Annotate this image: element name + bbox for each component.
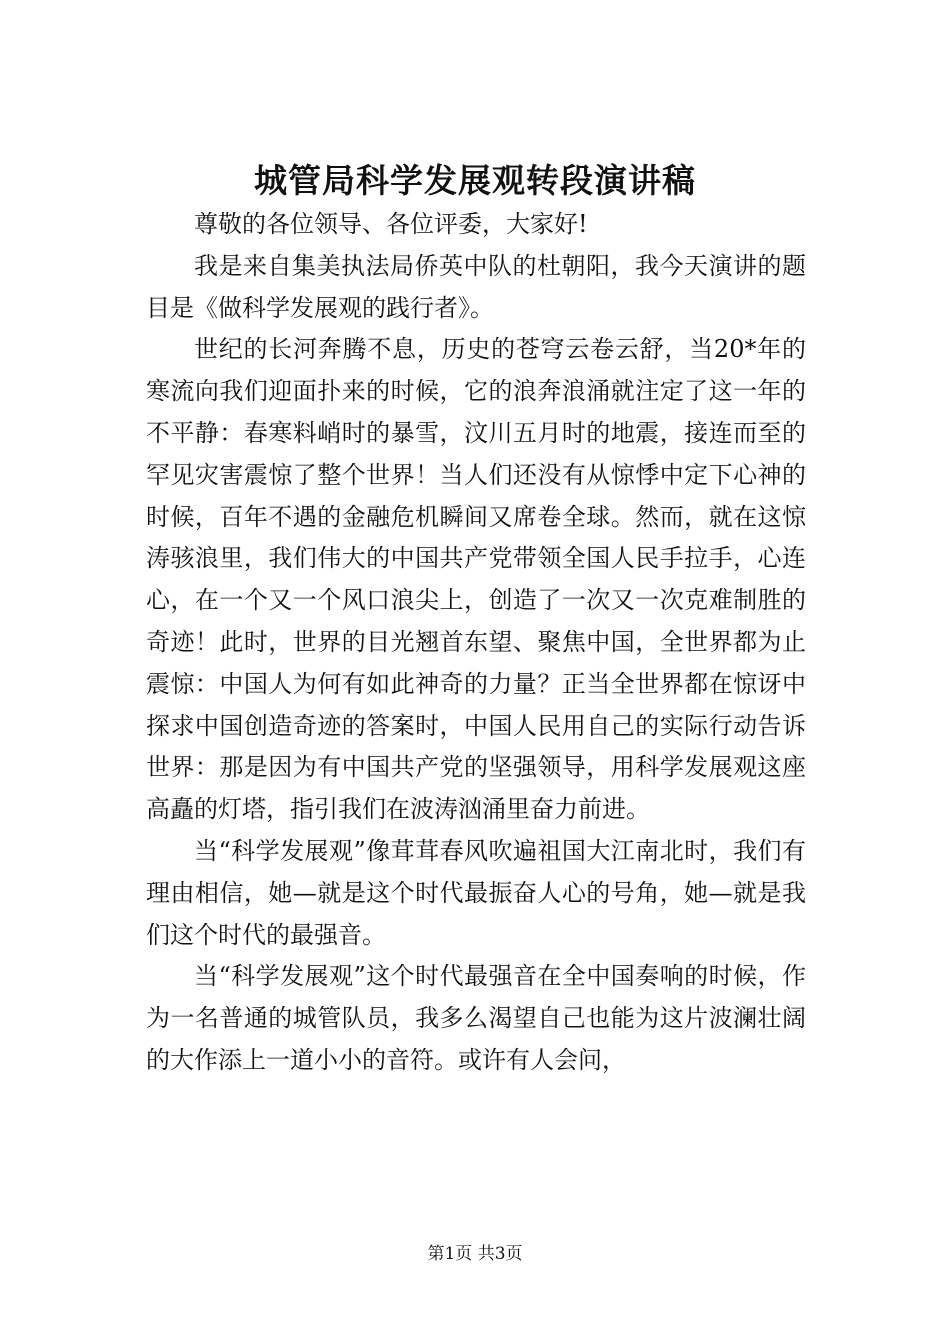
paragraph-spring-breeze: 当“科学发展观”像茸茸春风吹遍祖国大江南北时，我们有理由相信，她—就是这个时代最振奋人心的号角，她—就是我们这个时代的最强音。 [146,836,806,949]
paragraph-history: 世纪的长河奔腾不息，历史的苍穹云卷云舒，当20*年的寒流向我们迎面扑来的时候，它的浪奔浪涌就注定了这一年的不平静：春寒料峭时的暴雪，汶川五月时的地震，接连而至的罕见灾害震惊了整个世界！当人们还没有从惊悸中定下心神的时候，百年不遇的金融危机瞬间又席卷全球。然而，就在这惊涛骇浪里，我们伟大的中国共产党带领全国人民手拉手，心连心，在一个又一个风口浪尖上，创造了一次又一次克难制胜的奇迹！此时，世界的目光翘首东望、聚焦中国，全世界都为止震惊：中国人为何有如此神奇的力量？正当全世界都在惊讶中探求中国创造奇迹的答案时，中国人民用自己的实际行动告诉世界：那是因为有中国共产党的坚强领导，用科学发展观这座高矗的灯塔，指引我们在波涛汹涌里奋力前进。 [146,335,806,824]
paragraph-greeting: 尊敬的各位领导、各位评委，大家好! [194,210,588,238]
paragraph-introduction: 我是来自集美执法局侨英中队的杜朝阳，我今天演讲的题目是《做科学发展观的践行者》。 [146,251,806,322]
page-indicator: 第1页 共3页 [427,1244,523,1264]
document-body [146,204,806,1082]
document-title: 城管局科学发展观转段演讲稿 [254,161,696,201]
paragraph-city-management: 当“科学发展观”这个时代最强音在全中国奏响的时候，作为一名普通的城管队员，我多么渴望自己也能为这片波澜壮阔的大作添上一道小小的音符。或许有人会问， [146,962,806,1074]
